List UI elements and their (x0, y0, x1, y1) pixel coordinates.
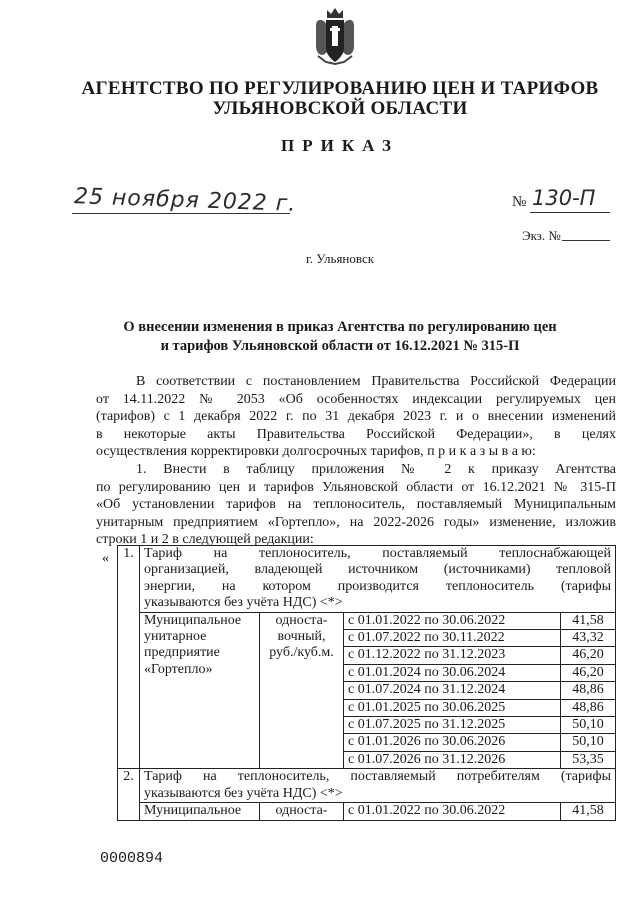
number-label: № (512, 194, 527, 210)
price-cell: 48,86 (561, 682, 616, 699)
period-cell: с 01.01.2026 по 30.06.2026 (344, 734, 561, 751)
price-cell: 41,58 (561, 803, 616, 820)
order-item-paragraph (96, 461, 616, 549)
period-cell: с 01.07.2022 по 30.11.2022 (344, 630, 561, 647)
text-line: В соответствии с постановлением Правительства Российской Федерации (136, 374, 616, 389)
text-line: 1. Внести в таблицу приложения № 2 к приказу Агентства (136, 462, 616, 477)
copy-number-label: Экз. № (522, 228, 561, 243)
coat-of-arms-emblem (312, 6, 358, 66)
document-code: 0000894 (100, 850, 164, 867)
price-cell: 48,86 (561, 699, 616, 716)
text-line: строки 1 и 2 в следующей редакции: (96, 532, 314, 548)
text-line: «Об установлении тарифов на теплоноситель, поставляемый Муниципальным (96, 497, 616, 513)
handwritten-number: 130-П (532, 186, 596, 210)
table-row (118, 803, 616, 820)
price-cell: 41,58 (561, 612, 616, 629)
period-cell: с 01.01.2024 по 30.06.2024 (344, 664, 561, 681)
price-cell: 46,20 (561, 664, 616, 681)
price-cell: 43,32 (561, 630, 616, 647)
table-open-quote: « (102, 551, 109, 566)
row-description: Тариф на теплоноситель, поставляемый теплоснабжающей организацией, владеющей источником (источниками) тепловой энергии, на котором производится теплоноситель (тарифы указываются без учёта НДС) <*> (140, 546, 616, 613)
table-row (118, 546, 616, 613)
agency-title-line1: АГЕНТСТВО ПО РЕГУЛИРОВАНИЮ ЦЕН И ТАРИФОВ (81, 78, 599, 99)
period-cell: с 01.07.2024 по 31.12.2024 (344, 682, 561, 699)
preamble-paragraph (96, 373, 616, 461)
text-line: в некоторые акты Правительства Российской Федерации», в целях (96, 426, 616, 442)
period-cell: с 01.07.2025 по 31.12.2025 (344, 717, 561, 734)
text-line: по регулированию цен и тарифов Ульяновской области от 16.12.2021 № 315-П (96, 479, 616, 495)
agency-title-line2: УЛЬЯНОВСКОЙ ОБЛАСТИ (212, 98, 468, 119)
text-line: унитарным предприятием «Гортепло», на 2022-2026 годы» изменение, изложив (96, 514, 616, 530)
handwritten-date: 25 ноября 2022 г. (73, 184, 297, 217)
text-line: осуществления корректировки долгосрочных тарифов, п р и к а з ы в а ю: (96, 444, 536, 460)
organization-cell: Муниципальное (140, 803, 260, 820)
period-cell: с 01.01.2022 по 30.06.2022 (344, 612, 561, 629)
period-cell: с 01.12.2022 по 31.12.2023 (344, 647, 561, 664)
organization-cell: Муниципальное унитарное предприятие «Гортепло» (140, 612, 260, 769)
period-cell: с 01.01.2022 по 30.06.2022 (344, 803, 561, 820)
document-type-title: ПРИКАЗ (281, 136, 399, 155)
copy-number-blank (562, 240, 610, 241)
table-row (118, 769, 616, 803)
row-description: Тариф на теплоноситель, поставляемый потребителям (тарифы указываются без учёта НДС) <*> (140, 769, 616, 803)
number-underline (530, 212, 610, 213)
date-underline (72, 213, 290, 214)
text-line: от 14.11.2022 № 2053 «Об особенностях индексации регулируемых цен (96, 391, 616, 407)
row-number: 1. (118, 546, 140, 769)
row-number: 2. (118, 769, 140, 820)
price-cell: 50,10 (561, 734, 616, 751)
table-row (118, 612, 616, 629)
period-cell: с 01.01.2025 по 30.06.2025 (344, 699, 561, 716)
city-label: г. Ульяновск (305, 251, 375, 266)
subject-line1: О внесении изменения в приказ Агентства по регулированию цен (123, 319, 557, 335)
price-cell: 53,35 (561, 751, 616, 768)
period-cell: с 01.07.2026 по 31.12.2026 (344, 751, 561, 768)
price-cell: 50,10 (561, 717, 616, 734)
text-line: (тарифов) с 1 декабря 2022 г. по 31 декабря 2023 г. и о внесении изменений (96, 409, 616, 425)
subject-line2: и тарифов Ульяновской области от 16.12.2021 № 315-П (160, 338, 520, 354)
unit-cell: односта- вочный, руб./куб.м. (260, 612, 344, 769)
tariff-table (117, 545, 616, 821)
unit-cell: односта- (260, 803, 344, 820)
price-cell: 46,20 (561, 647, 616, 664)
